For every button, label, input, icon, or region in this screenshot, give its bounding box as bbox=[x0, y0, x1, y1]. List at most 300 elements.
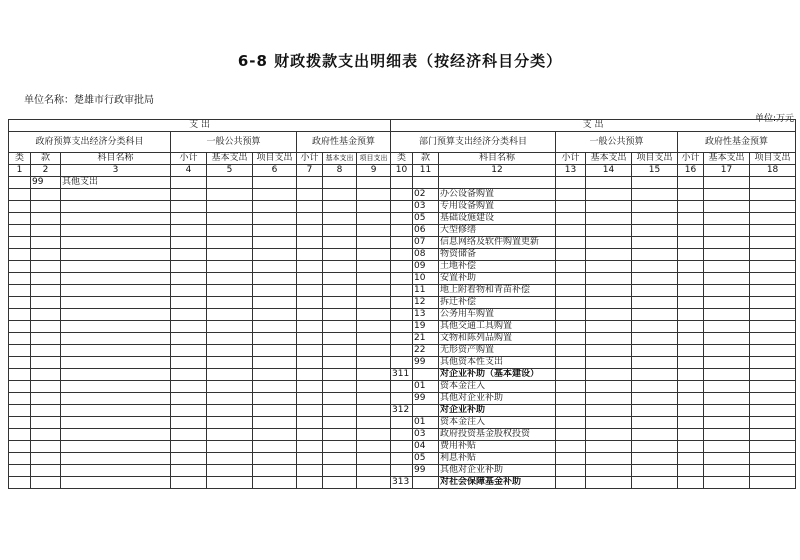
amount-cell bbox=[297, 189, 323, 201]
right-number-row bbox=[391, 165, 796, 177]
amount-cell bbox=[678, 477, 704, 489]
amount-cell bbox=[632, 273, 678, 285]
amount-cell bbox=[297, 177, 323, 189]
left-group-fund: 政府性基金预算 bbox=[297, 132, 391, 153]
left-header-cols bbox=[9, 153, 391, 165]
amount-cell bbox=[253, 213, 297, 225]
right-header-top bbox=[391, 120, 796, 132]
amount-cell bbox=[750, 237, 796, 249]
lei-cell bbox=[9, 369, 31, 381]
amount-cell bbox=[297, 405, 323, 417]
left-number-row bbox=[9, 165, 391, 177]
amount-cell bbox=[207, 333, 253, 345]
right-num-15: 15 bbox=[632, 165, 678, 177]
amount-cell bbox=[171, 405, 207, 417]
amount-cell bbox=[357, 441, 391, 453]
amount-cell bbox=[207, 177, 253, 189]
table-row bbox=[9, 477, 391, 489]
table-row bbox=[9, 417, 391, 429]
amount-cell bbox=[704, 441, 750, 453]
item-name-cell bbox=[61, 249, 171, 261]
amount-cell bbox=[297, 465, 323, 477]
amount-cell bbox=[632, 357, 678, 369]
amount-cell bbox=[323, 177, 357, 189]
table-row bbox=[9, 369, 391, 381]
lei-cell bbox=[391, 249, 413, 261]
left-header-groups bbox=[9, 132, 391, 153]
amount-cell bbox=[556, 477, 586, 489]
amount-cell bbox=[750, 333, 796, 345]
amount-cell bbox=[357, 285, 391, 297]
lei-cell bbox=[9, 477, 31, 489]
amount-cell bbox=[253, 189, 297, 201]
kuan-cell bbox=[31, 273, 61, 285]
amount-cell bbox=[678, 237, 704, 249]
amount-cell bbox=[323, 357, 357, 369]
item-name-cell bbox=[61, 405, 171, 417]
kuan-cell bbox=[31, 249, 61, 261]
left-group-econ: 政府预算支出经济分类科目 bbox=[9, 132, 171, 153]
table-row bbox=[391, 285, 796, 297]
amount-cell bbox=[171, 225, 207, 237]
amount-cell bbox=[750, 309, 796, 321]
table-row bbox=[9, 321, 391, 333]
left-top-header: 支 出 bbox=[9, 120, 391, 132]
amount-cell bbox=[678, 345, 704, 357]
lei-cell bbox=[391, 201, 413, 213]
table-row bbox=[9, 429, 391, 441]
amount-cell bbox=[632, 177, 678, 189]
table-row bbox=[391, 465, 796, 477]
amount-cell bbox=[171, 213, 207, 225]
kuan-cell bbox=[31, 357, 61, 369]
amount-cell bbox=[632, 345, 678, 357]
amount-cell bbox=[323, 477, 357, 489]
amount-cell bbox=[750, 369, 796, 381]
amount-cell bbox=[253, 201, 297, 213]
lei-cell bbox=[9, 441, 31, 453]
amount-cell bbox=[704, 405, 750, 417]
amount-cell bbox=[207, 249, 253, 261]
lei-cell bbox=[9, 225, 31, 237]
amount-cell bbox=[357, 333, 391, 345]
item-name-cell: 利息补贴 bbox=[439, 453, 556, 465]
amount-cell bbox=[207, 417, 253, 429]
amount-cell bbox=[207, 477, 253, 489]
amount-cell bbox=[704, 213, 750, 225]
right-header-cols bbox=[391, 153, 796, 165]
item-name-cell bbox=[61, 429, 171, 441]
amount-cell bbox=[586, 417, 632, 429]
amount-cell bbox=[556, 249, 586, 261]
amount-cell bbox=[253, 405, 297, 417]
amount-cell bbox=[171, 273, 207, 285]
amount-cell bbox=[207, 369, 253, 381]
left-col-basic: 基本支出 bbox=[207, 153, 253, 165]
table-row bbox=[9, 201, 391, 213]
table-row bbox=[9, 237, 391, 249]
amount-cell bbox=[357, 453, 391, 465]
kuan-cell bbox=[31, 237, 61, 249]
right-col-fund-project: 项目支出 bbox=[750, 153, 796, 165]
left-col-name: 科目名称 bbox=[61, 153, 171, 165]
item-name-cell: 专用设备购置 bbox=[439, 201, 556, 213]
table-row bbox=[391, 237, 796, 249]
right-top-header: 支 出 bbox=[391, 120, 796, 132]
amount-cell bbox=[171, 429, 207, 441]
amount-cell bbox=[678, 441, 704, 453]
kuan-cell: 21 bbox=[413, 333, 439, 345]
kuan-cell: 02 bbox=[413, 189, 439, 201]
amount-cell bbox=[323, 225, 357, 237]
lei-cell bbox=[9, 297, 31, 309]
item-name-cell bbox=[61, 285, 171, 297]
amount-cell bbox=[750, 249, 796, 261]
amount-cell bbox=[586, 441, 632, 453]
amount-cell bbox=[586, 321, 632, 333]
amount-cell bbox=[323, 333, 357, 345]
amount-cell bbox=[586, 309, 632, 321]
amount-cell bbox=[323, 381, 357, 393]
amount-cell bbox=[323, 273, 357, 285]
left-num-2: 2 bbox=[31, 165, 61, 177]
amount-cell bbox=[297, 201, 323, 213]
amount-cell bbox=[586, 465, 632, 477]
amount-cell bbox=[750, 405, 796, 417]
amount-cell bbox=[586, 201, 632, 213]
amount-cell bbox=[171, 417, 207, 429]
lei-cell bbox=[391, 441, 413, 453]
amount-cell bbox=[323, 345, 357, 357]
lei-cell bbox=[391, 261, 413, 273]
kuan-cell: 11 bbox=[413, 285, 439, 297]
amount-cell bbox=[586, 297, 632, 309]
kuan-cell bbox=[31, 429, 61, 441]
left-expenditure-table bbox=[8, 119, 391, 489]
table-row bbox=[391, 213, 796, 225]
amount-cell bbox=[556, 333, 586, 345]
amount-cell bbox=[297, 309, 323, 321]
amount-cell bbox=[357, 477, 391, 489]
table-row bbox=[391, 201, 796, 213]
amount-cell bbox=[323, 213, 357, 225]
lei-cell bbox=[9, 261, 31, 273]
amount-cell bbox=[704, 333, 750, 345]
table-row bbox=[391, 297, 796, 309]
kuan-cell bbox=[31, 417, 61, 429]
amount-cell bbox=[632, 465, 678, 477]
amount-cell bbox=[632, 333, 678, 345]
amount-cell bbox=[556, 381, 586, 393]
item-name-cell bbox=[61, 261, 171, 273]
amount-cell bbox=[253, 237, 297, 249]
amount-cell bbox=[704, 249, 750, 261]
kuan-cell: 05 bbox=[413, 213, 439, 225]
left-group-general: 一般公共预算 bbox=[171, 132, 297, 153]
amount-cell bbox=[323, 297, 357, 309]
amount-cell bbox=[207, 273, 253, 285]
amount-cell bbox=[678, 309, 704, 321]
amount-cell bbox=[556, 189, 586, 201]
amount-cell bbox=[704, 285, 750, 297]
amount-cell bbox=[632, 321, 678, 333]
amount-cell bbox=[556, 357, 586, 369]
lei-cell bbox=[391, 285, 413, 297]
amount-cell bbox=[253, 225, 297, 237]
amount-cell bbox=[750, 201, 796, 213]
lei-cell bbox=[391, 273, 413, 285]
item-name-cell: 地上附着物和青苗补偿 bbox=[439, 285, 556, 297]
amount-cell bbox=[323, 261, 357, 273]
amount-cell bbox=[357, 417, 391, 429]
amount-cell bbox=[556, 285, 586, 297]
table-row bbox=[391, 369, 796, 381]
amount-cell bbox=[586, 261, 632, 273]
item-name-cell: 资本金注入 bbox=[439, 417, 556, 429]
table-row bbox=[391, 189, 796, 201]
amount-cell bbox=[632, 225, 678, 237]
amount-cell bbox=[297, 225, 323, 237]
amount-cell bbox=[678, 369, 704, 381]
table-row bbox=[391, 441, 796, 453]
amount-cell bbox=[323, 465, 357, 477]
kuan-cell bbox=[31, 465, 61, 477]
lei-cell bbox=[391, 429, 413, 441]
right-num-18: 18 bbox=[750, 165, 796, 177]
lei-cell bbox=[9, 273, 31, 285]
amount-cell bbox=[586, 237, 632, 249]
item-name-cell: 大型修缮 bbox=[439, 225, 556, 237]
table-row bbox=[9, 273, 391, 285]
left-col-project: 项目支出 bbox=[253, 153, 297, 165]
amount-cell bbox=[704, 309, 750, 321]
kuan-cell bbox=[31, 477, 61, 489]
item-name-cell bbox=[61, 477, 171, 489]
lei-cell bbox=[9, 333, 31, 345]
kuan-cell bbox=[31, 285, 61, 297]
amount-cell bbox=[207, 441, 253, 453]
table-row bbox=[9, 345, 391, 357]
lei-cell bbox=[391, 417, 413, 429]
lei-cell bbox=[9, 249, 31, 261]
amount-cell bbox=[253, 453, 297, 465]
amount-cell bbox=[171, 297, 207, 309]
kuan-cell: 12 bbox=[413, 297, 439, 309]
amount-cell bbox=[357, 321, 391, 333]
item-name-cell bbox=[61, 201, 171, 213]
amount-cell bbox=[632, 477, 678, 489]
amount-cell bbox=[704, 477, 750, 489]
left-num-6: 6 bbox=[253, 165, 297, 177]
item-name-cell: 政府投资基金股权投资 bbox=[439, 429, 556, 441]
amount-cell bbox=[297, 417, 323, 429]
amount-cell bbox=[207, 213, 253, 225]
lei-cell: 312 bbox=[391, 405, 413, 417]
kuan-cell bbox=[31, 309, 61, 321]
amount-cell bbox=[171, 465, 207, 477]
item-name-cell bbox=[61, 381, 171, 393]
lei-cell bbox=[9, 345, 31, 357]
table-row bbox=[391, 333, 796, 345]
amount-cell bbox=[323, 429, 357, 441]
amount-cell bbox=[297, 237, 323, 249]
item-name-cell: 安置补助 bbox=[439, 273, 556, 285]
amount-cell bbox=[297, 261, 323, 273]
amount-cell bbox=[678, 429, 704, 441]
amount-cell bbox=[357, 405, 391, 417]
amount-cell bbox=[253, 177, 297, 189]
table-row bbox=[391, 417, 796, 429]
item-name-cell bbox=[61, 393, 171, 405]
amount-cell bbox=[357, 213, 391, 225]
kuan-cell: 09 bbox=[413, 261, 439, 273]
lei-cell bbox=[9, 405, 31, 417]
table-row bbox=[391, 177, 796, 189]
amount-cell bbox=[323, 249, 357, 261]
amount-cell bbox=[750, 357, 796, 369]
lei-cell bbox=[391, 237, 413, 249]
amount-cell bbox=[357, 345, 391, 357]
lei-cell bbox=[9, 417, 31, 429]
item-name-cell: 对企业补助 bbox=[439, 405, 556, 417]
table-row bbox=[391, 357, 796, 369]
amount-cell bbox=[297, 273, 323, 285]
amount-cell bbox=[678, 405, 704, 417]
amount-cell bbox=[586, 477, 632, 489]
table-row bbox=[391, 249, 796, 261]
amount-cell bbox=[704, 273, 750, 285]
item-name-cell: 资本金注入 bbox=[439, 381, 556, 393]
table-row bbox=[9, 189, 391, 201]
left-num-5: 5 bbox=[207, 165, 253, 177]
amount-cell bbox=[171, 237, 207, 249]
amount-cell bbox=[586, 453, 632, 465]
amount-cell bbox=[171, 345, 207, 357]
amount-cell bbox=[253, 297, 297, 309]
kuan-cell: 99 bbox=[413, 357, 439, 369]
amount-cell bbox=[207, 309, 253, 321]
amount-cell bbox=[171, 393, 207, 405]
item-name-cell: 对企业补助（基本建设） bbox=[439, 369, 556, 381]
amount-cell bbox=[253, 261, 297, 273]
amount-cell bbox=[704, 453, 750, 465]
table-row bbox=[9, 309, 391, 321]
lei-cell bbox=[9, 465, 31, 477]
item-name-cell: 其他对企业补助 bbox=[439, 393, 556, 405]
amount-cell bbox=[750, 393, 796, 405]
amount-cell bbox=[632, 417, 678, 429]
lei-cell: 313 bbox=[391, 477, 413, 489]
item-name-cell bbox=[61, 321, 171, 333]
item-name-cell: 拆迁补偿 bbox=[439, 297, 556, 309]
amount-cell bbox=[207, 357, 253, 369]
lei-cell bbox=[391, 321, 413, 333]
amount-cell bbox=[678, 333, 704, 345]
amount-cell bbox=[586, 345, 632, 357]
lei-cell bbox=[391, 189, 413, 201]
amount-cell bbox=[323, 201, 357, 213]
table-row bbox=[9, 225, 391, 237]
amount-cell bbox=[253, 381, 297, 393]
table-row bbox=[391, 273, 796, 285]
amount-cell bbox=[253, 249, 297, 261]
amount-cell bbox=[357, 357, 391, 369]
amount-cell bbox=[207, 453, 253, 465]
amount-cell bbox=[171, 261, 207, 273]
table-row bbox=[391, 345, 796, 357]
amount-cell bbox=[556, 393, 586, 405]
amount-cell bbox=[253, 357, 297, 369]
amount-cell bbox=[253, 309, 297, 321]
amount-cell bbox=[750, 177, 796, 189]
amount-cell bbox=[632, 441, 678, 453]
amount-cell bbox=[704, 369, 750, 381]
amount-cell bbox=[207, 465, 253, 477]
table-row bbox=[391, 381, 796, 393]
amount-cell bbox=[323, 417, 357, 429]
table-row bbox=[391, 477, 796, 489]
amount-cell bbox=[556, 273, 586, 285]
amount-cell bbox=[678, 465, 704, 477]
amount-cell bbox=[207, 381, 253, 393]
amount-cell bbox=[704, 429, 750, 441]
amount-cell bbox=[704, 345, 750, 357]
amount-cell bbox=[253, 273, 297, 285]
amount-cell bbox=[253, 393, 297, 405]
kuan-cell: 06 bbox=[413, 225, 439, 237]
item-name-cell bbox=[61, 273, 171, 285]
lei-cell bbox=[391, 393, 413, 405]
lei-cell bbox=[391, 213, 413, 225]
amount-cell bbox=[171, 285, 207, 297]
kuan-cell bbox=[31, 441, 61, 453]
item-name-cell bbox=[61, 225, 171, 237]
amount-cell bbox=[253, 465, 297, 477]
left-num-1: 1 bbox=[9, 165, 31, 177]
item-name-cell bbox=[61, 357, 171, 369]
amount-cell bbox=[678, 201, 704, 213]
amount-cell bbox=[586, 369, 632, 381]
amount-cell bbox=[556, 321, 586, 333]
amount-cell bbox=[750, 453, 796, 465]
right-col-basic: 基本支出 bbox=[586, 153, 632, 165]
left-num-7: 7 bbox=[297, 165, 323, 177]
amount-cell bbox=[171, 321, 207, 333]
item-name-cell: 其他交通工具购置 bbox=[439, 321, 556, 333]
amount-cell bbox=[632, 213, 678, 225]
amount-cell bbox=[556, 225, 586, 237]
item-name-cell bbox=[61, 189, 171, 201]
amount-cell bbox=[586, 285, 632, 297]
right-num-17: 17 bbox=[704, 165, 750, 177]
amount-cell bbox=[678, 189, 704, 201]
amount-cell bbox=[704, 417, 750, 429]
amount-cell bbox=[586, 357, 632, 369]
left-num-8: 8 bbox=[323, 165, 357, 177]
amount-cell bbox=[357, 177, 391, 189]
unit-name: 单位名称：楚雄市行政审批局 bbox=[24, 95, 154, 106]
right-col-kuan: 款 bbox=[413, 153, 439, 165]
item-name-cell bbox=[61, 453, 171, 465]
amount-cell bbox=[171, 381, 207, 393]
lei-cell: 311 bbox=[391, 369, 413, 381]
table-row bbox=[9, 249, 391, 261]
lei-cell bbox=[9, 453, 31, 465]
kuan-cell: 99 bbox=[413, 465, 439, 477]
left-col-fund-basic: 基本支出 bbox=[323, 153, 357, 165]
amount-cell bbox=[556, 261, 586, 273]
amount-cell bbox=[253, 477, 297, 489]
